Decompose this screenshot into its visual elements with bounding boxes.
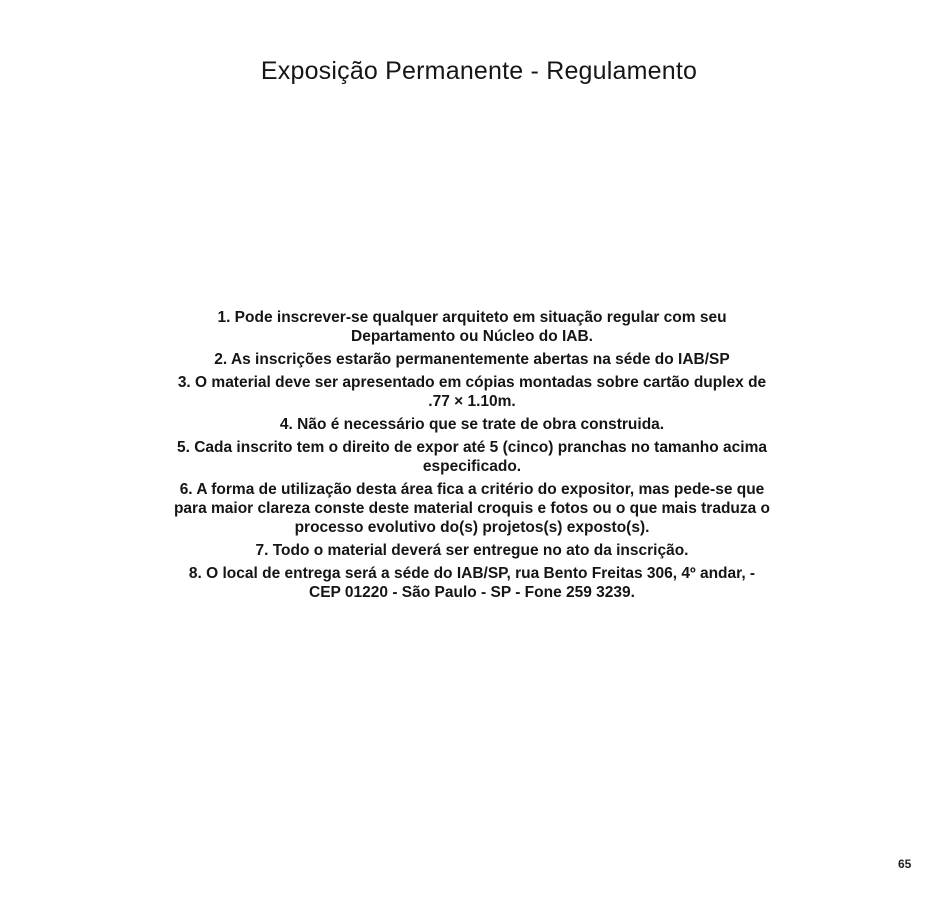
rule-line: para maior clareza conste deste material croquis e fotos ou o que mais traduza o xyxy=(173,500,771,517)
rule-item-7 xyxy=(140,541,804,560)
rule-item-6 xyxy=(140,480,804,537)
page-title: Exposição Permanente - Regulamento xyxy=(260,56,698,85)
rule-item-4 xyxy=(140,415,804,434)
rules-list xyxy=(140,308,804,606)
rule-line: 5. Cada inscrito tem o direito de expor até 5 (cinco) pranchas no tamanho acima xyxy=(176,439,767,456)
rule-item-1 xyxy=(140,308,804,346)
rule-line: 1. Pode inscrever-se qualquer arquiteto em situação regular com seu xyxy=(217,309,727,326)
rule-line: especificado. xyxy=(422,458,522,475)
rule-item-2 xyxy=(140,350,804,369)
rule-line: 6. A forma de utilização desta área fica a critério do expositor, mas pede-se que xyxy=(179,481,765,498)
rule-line: 7. Todo o material deverá ser entregue no ato da inscrição. xyxy=(255,542,689,559)
rule-line: CEP 01220 - São Paulo - SP - Fone 259 3239. xyxy=(309,584,635,601)
rule-line: processo evolutivo do(s) projetos(s) exposto(s). xyxy=(294,519,650,536)
rule-line: 2. As inscrições estarão permanentemente abertas na séde do IAB/SP xyxy=(214,351,730,368)
rule-item-5 xyxy=(140,438,804,476)
rule-line: 4. Não é necessário que se trate de obra construida. xyxy=(279,416,665,433)
rule-line: Departamento ou Núcleo do IAB. xyxy=(351,328,593,345)
rule-line: 3. O material deve ser apresentado em cópias montadas sobre cartão duplex de xyxy=(177,374,767,391)
rule-line: .77 × 1.10m. xyxy=(428,393,516,410)
page-number: 65 xyxy=(898,857,912,871)
rule-item-3 xyxy=(140,373,804,411)
rule-line: 8. O local de entrega será a séde do IAB/SP, rua Bento Freitas 306, 4º andar, - xyxy=(188,565,756,582)
rule-item-8 xyxy=(140,564,804,602)
